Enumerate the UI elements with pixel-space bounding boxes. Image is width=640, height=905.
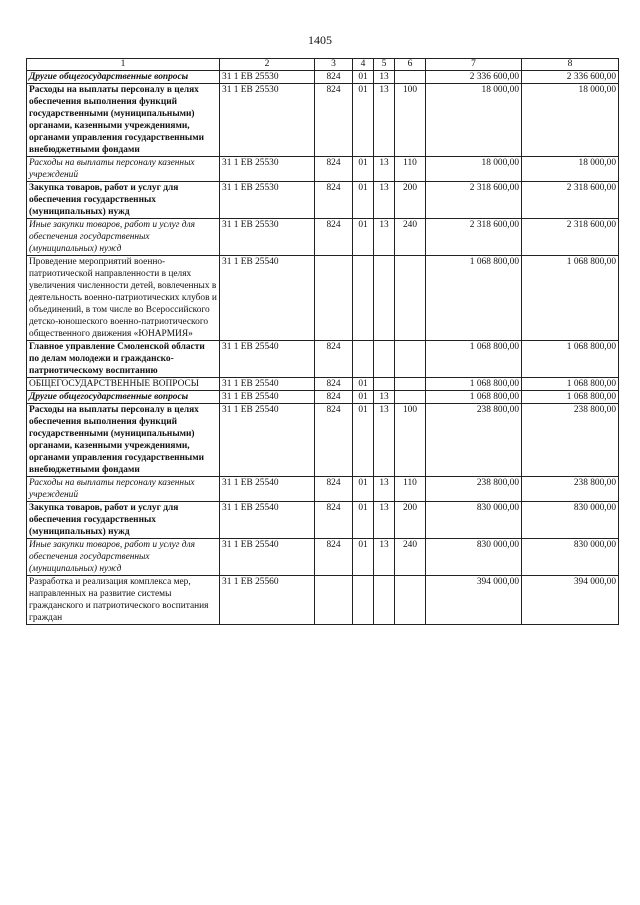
expense-item-name: Иные закупки товаров, работ и услуг для обеспечения государственных (муниципальных) нужд [27, 219, 220, 256]
table-row [27, 256, 619, 341]
amount-year-1: 2 318 600,00 [426, 182, 522, 219]
ministry-code: 824 [315, 502, 353, 539]
target-article-code: 31 1 ЕВ 25530 [220, 157, 315, 182]
ministry-code: 824 [315, 341, 353, 378]
target-article-code: 31 1 ЕВ 25530 [220, 219, 315, 256]
expense-type-code: 110 [395, 157, 426, 182]
amount-year-2: 18 000,00 [522, 84, 619, 157]
expense-item-name: Проведение мероприятий военно-патриотической направленности в целях увеличения численности детей, вовлеченных в деятельность военно-патриотических клубов и объединений, в том числе во Всероссийского детско-юношеского военно-патриотического общественного движения «ЮНАРМИЯ» [27, 256, 220, 341]
expense-type-code [395, 391, 426, 404]
ministry-code: 824 [315, 391, 353, 404]
section-code [353, 256, 374, 341]
target-article-code: 31 1 ЕВ 25540 [220, 391, 315, 404]
page-number: 1405 [308, 33, 332, 47]
expense-type-code [395, 341, 426, 378]
table-row [27, 576, 619, 625]
table-row [27, 477, 619, 502]
expense-type-code: 100 [395, 84, 426, 157]
table-row [27, 391, 619, 404]
section-code: 01 [353, 378, 374, 391]
ministry-code [315, 576, 353, 625]
amount-year-2: 2 318 600,00 [522, 219, 619, 256]
table-row [27, 378, 619, 391]
amount-year-1: 18 000,00 [426, 84, 522, 157]
subsection-code: 13 [374, 71, 395, 84]
target-article-code: 31 1 ЕВ 25540 [220, 256, 315, 341]
expense-type-code: 240 [395, 219, 426, 256]
subsection-code: 13 [374, 502, 395, 539]
expense-item-name: Расходы на выплаты персоналу в целях обеспечения выполнения функций государственными (муниципальными) органами, казенными учреждениями, органами управления государственными внебюджетными фондами [27, 404, 220, 477]
expense-item-name: Расходы на выплаты персоналу в целях обеспечения выполнения функций государственными (муниципальными) органами, казенными учреждениями, органами управления государственными внебюджетными фондами [27, 84, 220, 157]
amount-year-1: 1 068 800,00 [426, 378, 522, 391]
target-article-code: 31 1 ЕВ 25540 [220, 404, 315, 477]
column-number: 5 [374, 59, 395, 71]
ministry-code: 824 [315, 219, 353, 256]
expense-item-name: Другие общегосударственные вопросы [27, 71, 220, 84]
section-code: 01 [353, 219, 374, 256]
ministry-code: 824 [315, 182, 353, 219]
expense-item-name: Расходы на выплаты персоналу казенных учреждений [27, 157, 220, 182]
expense-type-code: 110 [395, 477, 426, 502]
subsection-code: 13 [374, 84, 395, 157]
table-row [27, 71, 619, 84]
table-row [27, 219, 619, 256]
expense-item-name: Расходы на выплаты персоналу казенных учреждений [27, 477, 220, 502]
amount-year-2: 1 068 800,00 [522, 391, 619, 404]
subsection-code: 13 [374, 391, 395, 404]
ministry-code: 824 [315, 84, 353, 157]
section-code [353, 576, 374, 625]
amount-year-1: 2 318 600,00 [426, 219, 522, 256]
amount-year-1: 238 800,00 [426, 477, 522, 502]
target-article-code: 31 1 ЕВ 25540 [220, 539, 315, 576]
amount-year-2: 830 000,00 [522, 502, 619, 539]
ministry-code [315, 256, 353, 341]
target-article-code: 31 1 ЕВ 25530 [220, 182, 315, 219]
section-code: 01 [353, 182, 374, 219]
section-code: 01 [353, 477, 374, 502]
expense-item-name: Иные закупки товаров, работ и услуг для обеспечения государственных (муниципальных) нужд [27, 539, 220, 576]
amount-year-2: 238 800,00 [522, 404, 619, 477]
table-row [27, 341, 619, 378]
section-code: 01 [353, 539, 374, 576]
ministry-code: 824 [315, 404, 353, 477]
amount-year-2: 2 318 600,00 [522, 182, 619, 219]
amount-year-2: 2 336 600,00 [522, 71, 619, 84]
subsection-code: 13 [374, 182, 395, 219]
expense-type-code [395, 378, 426, 391]
expense-type-code: 200 [395, 182, 426, 219]
section-code: 01 [353, 502, 374, 539]
subsection-code [374, 256, 395, 341]
amount-year-1: 394 000,00 [426, 576, 522, 625]
expense-item-name: Разработка и реализация комплекса мер, направленных на развитие системы гражданского и патриотического воспитания граждан [27, 576, 220, 625]
ministry-code: 824 [315, 539, 353, 576]
amount-year-1: 1 068 800,00 [426, 341, 522, 378]
section-code: 01 [353, 391, 374, 404]
amount-year-2: 238 800,00 [522, 477, 619, 502]
expense-type-code: 240 [395, 539, 426, 576]
target-article-code: 31 1 ЕВ 25530 [220, 84, 315, 157]
subsection-code [374, 576, 395, 625]
amount-year-2: 1 068 800,00 [522, 341, 619, 378]
amount-year-1: 238 800,00 [426, 404, 522, 477]
budget-table [26, 58, 619, 625]
column-number-row [27, 59, 619, 71]
amount-year-1: 830 000,00 [426, 539, 522, 576]
target-article-code: 31 1 ЕВ 25540 [220, 477, 315, 502]
section-code: 01 [353, 84, 374, 157]
section-code [353, 341, 374, 378]
ministry-code: 824 [315, 157, 353, 182]
expense-item-name: Закупка товаров, работ и услуг для обеспечения государственных (муниципальных) нужд [27, 182, 220, 219]
column-number: 8 [522, 59, 619, 71]
table-row [27, 539, 619, 576]
expense-item-name: Другие общегосударственные вопросы [27, 391, 220, 404]
column-number: 7 [426, 59, 522, 71]
expense-type-code [395, 256, 426, 341]
section-code: 01 [353, 404, 374, 477]
expense-item-name: Главное управление Смоленской области по делам молодежи и гражданско-патриотическому воспитанию [27, 341, 220, 378]
expense-type-code [395, 576, 426, 625]
expense-type-code: 200 [395, 502, 426, 539]
subsection-code: 13 [374, 157, 395, 182]
column-number: 6 [395, 59, 426, 71]
target-article-code: 31 1 ЕВ 25540 [220, 502, 315, 539]
table-row [27, 84, 619, 157]
subsection-code: 13 [374, 219, 395, 256]
target-article-code: 31 1 ЕВ 25530 [220, 71, 315, 84]
ministry-code: 824 [315, 378, 353, 391]
subsection-code: 13 [374, 404, 395, 477]
target-article-code: 31 1 ЕВ 25540 [220, 378, 315, 391]
column-number: 3 [315, 59, 353, 71]
expense-item-name: ОБЩЕГОСУДАРСТВЕННЫЕ ВОПРОСЫ [27, 378, 220, 391]
amount-year-2: 18 000,00 [522, 157, 619, 182]
expense-type-code: 100 [395, 404, 426, 477]
target-article-code: 31 1 ЕВ 25540 [220, 341, 315, 378]
ministry-code: 824 [315, 71, 353, 84]
subsection-code: 13 [374, 539, 395, 576]
table-row [27, 502, 619, 539]
expense-item-name: Закупка товаров, работ и услуг для обеспечения государственных (муниципальных) нужд [27, 502, 220, 539]
target-article-code: 31 1 ЕВ 25560 [220, 576, 315, 625]
section-code: 01 [353, 157, 374, 182]
amount-year-2: 830 000,00 [522, 539, 619, 576]
table-row [27, 182, 619, 219]
ministry-code: 824 [315, 477, 353, 502]
amount-year-1: 2 336 600,00 [426, 71, 522, 84]
amount-year-2: 1 068 800,00 [522, 378, 619, 391]
amount-year-1: 1 068 800,00 [426, 391, 522, 404]
expense-type-code [395, 71, 426, 84]
subsection-code [374, 341, 395, 378]
table-row [27, 404, 619, 477]
amount-year-1: 830 000,00 [426, 502, 522, 539]
section-code: 01 [353, 71, 374, 84]
amount-year-2: 394 000,00 [522, 576, 619, 625]
column-number: 4 [353, 59, 374, 71]
subsection-code: 13 [374, 477, 395, 502]
column-number: 2 [220, 59, 315, 71]
amount-year-1: 1 068 800,00 [426, 256, 522, 341]
amount-year-2: 1 068 800,00 [522, 256, 619, 341]
amount-year-1: 18 000,00 [426, 157, 522, 182]
subsection-code [374, 378, 395, 391]
column-number: 1 [27, 59, 220, 71]
table-row [27, 157, 619, 182]
